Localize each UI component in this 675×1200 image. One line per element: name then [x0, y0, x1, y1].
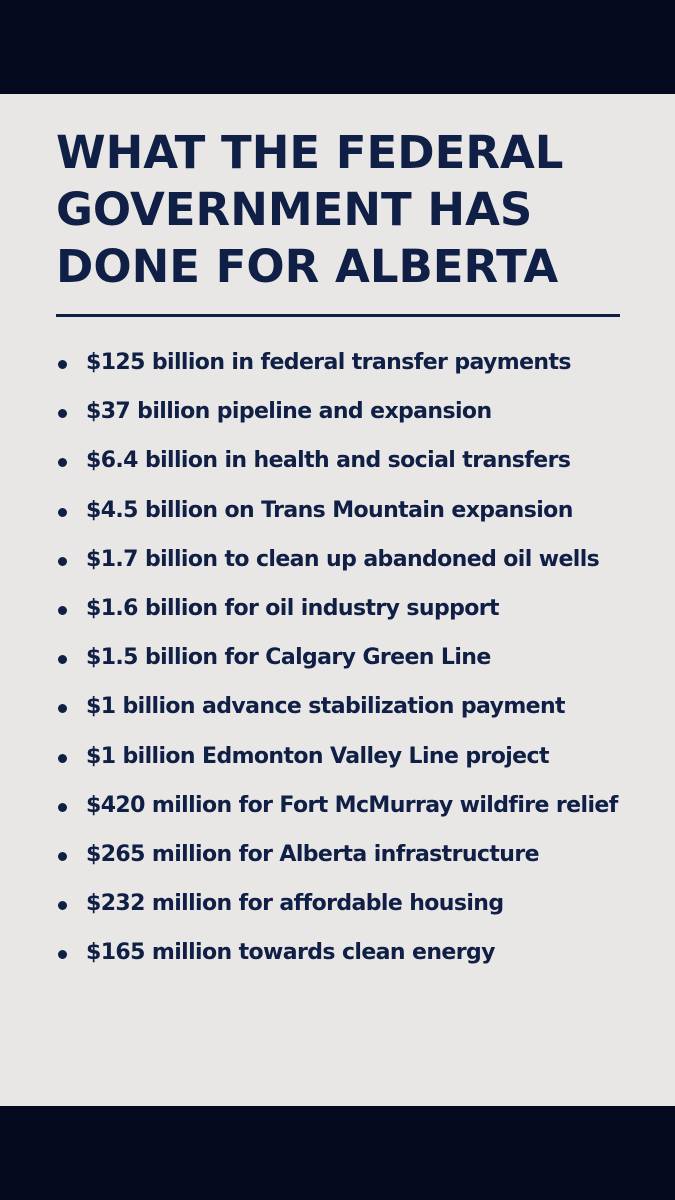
bullet-icon	[58, 754, 67, 763]
list-item	[56, 587, 671, 636]
headline-line-2: GOVERNMENT HAS	[56, 183, 533, 236]
bullet-icon	[58, 508, 67, 517]
list-item	[56, 931, 671, 980]
bullet-icon	[58, 704, 67, 713]
bullet-icon	[58, 606, 67, 615]
list-item-text: $1 billion Edmonton Valley Line project	[86, 743, 549, 769]
list-item-text: $165 million towards clean energy	[86, 940, 495, 966]
list-item-text: $6.4 billion in health and social transfers	[86, 448, 571, 474]
list-item-text: $1.5 billion for Calgary Green Line	[86, 645, 491, 671]
list-item-text: $420 million for Fort McMurray wildfire relief	[86, 792, 618, 818]
funding-list	[56, 341, 671, 980]
headline-line-1: WHAT THE FEDERAL	[56, 126, 564, 179]
list-item	[56, 390, 671, 439]
list-item-text: $125 billion in federal transfer payments	[86, 350, 571, 375]
bullet-icon	[58, 655, 67, 664]
list-item-text: $4.5 billion on Trans Mountain expansion	[86, 497, 573, 523]
list-item-text: $265 million for Alberta infrastructure	[86, 841, 539, 867]
list-item	[56, 341, 671, 390]
bottom-letterbox-bar	[0, 1106, 675, 1200]
bullet-icon	[58, 950, 67, 959]
bullet-icon	[58, 458, 67, 467]
list-item	[56, 489, 671, 538]
bullet-icon	[58, 409, 67, 418]
list-item-text: $1.7 billion to clean up abandoned oil wells	[86, 546, 600, 572]
list-item-text: $1 billion advance stabilization payment	[86, 694, 565, 720]
list-item	[56, 538, 671, 587]
list-item	[56, 784, 671, 833]
bullet-icon	[58, 852, 67, 861]
list-item	[56, 833, 671, 882]
list-item	[56, 882, 671, 931]
list-item	[56, 735, 671, 784]
headline-line-3: DONE FOR ALBERTA	[56, 240, 559, 293]
headline	[56, 124, 656, 295]
list-item	[56, 685, 671, 734]
list-item	[56, 439, 671, 488]
headline-divider	[56, 314, 620, 317]
bullet-icon	[58, 803, 67, 812]
list-item-text: $1.6 billion for oil industry support	[86, 595, 499, 621]
bullet-icon	[58, 901, 67, 910]
top-letterbox-bar	[0, 0, 675, 94]
list-item	[56, 636, 671, 685]
bullet-icon	[58, 360, 67, 369]
bullet-icon	[58, 557, 67, 566]
list-item-text: $37 billion pipeline and expansion	[86, 399, 492, 425]
list-item-text: $232 million for affordable housing	[86, 891, 504, 917]
